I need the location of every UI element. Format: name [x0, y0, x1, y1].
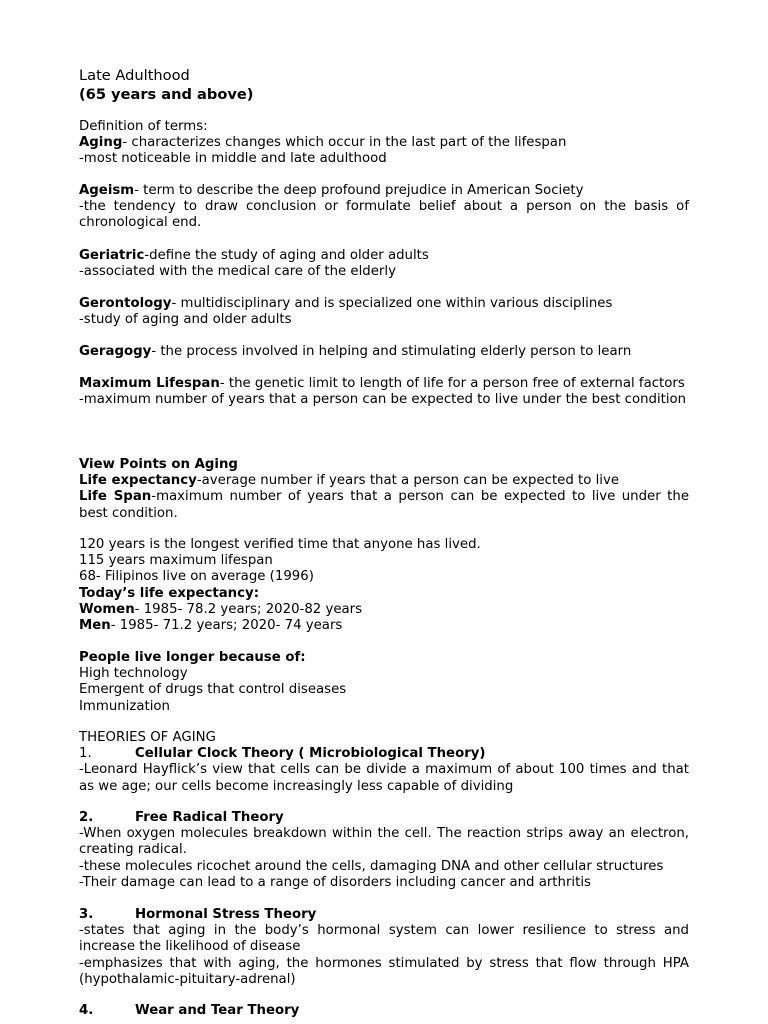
theory-1-number: 1. [79, 746, 92, 762]
theory-4-title: Wear and Tear Theory [135, 1003, 300, 1018]
note-maximum-lifespan: -maximum number of years that a person can be expected to live under the best condition [79, 392, 687, 408]
theory-1-text: -Leonard Hayflick’s view that cells can be divide a maximum of about 100 times and that as we age; our cells become increasingly less capable of dividing [79, 762, 689, 794]
term-maximum-lifespan: Maximum Lifespan [79, 376, 220, 391]
list-item: Emergent of drugs that control diseases [79, 682, 347, 698]
def-geragogy: - the process involved in helping and stimulating elderly person to learn [151, 344, 632, 359]
definition-aging [79, 135, 689, 151]
def-maximum-lifespan: - the genetic limit to length of life for a person free of external factors [219, 376, 685, 391]
definition-geriatric [79, 248, 689, 280]
intro-text: Definition of terms: [79, 119, 208, 134]
term-gerontology: Gerontology [79, 296, 172, 311]
theory-3-title: Hormonal Stress Theory [135, 907, 317, 922]
title-line-2: (65 years and above) [79, 85, 254, 103]
definition-geragogy [79, 344, 689, 360]
def-geriatric: -define the study of aging and older adults [144, 248, 429, 263]
term-ageism: Ageism [79, 183, 135, 198]
men-value: - 1985- 71.2 years; 2020- 74 years [110, 618, 343, 634]
definition-gerontology [79, 296, 689, 328]
def-life-span: -maximum number of years that a person can be expected to live under the best condition. [79, 489, 690, 521]
definition-maximum-lifespan [79, 376, 689, 408]
def-life-expectancy: -average number if years that a person can be expected to live [196, 473, 620, 489]
term-geriatric: Geriatric [79, 248, 145, 263]
fact-2: 115 years maximum lifespan [79, 553, 273, 569]
term-aging: Aging [79, 135, 123, 151]
definitions-intro [79, 119, 689, 168]
men-label: Men [79, 618, 111, 634]
def-gerontology: - multidisciplinary and is specialized one within various disciplines [171, 296, 613, 311]
viewpoints-section [79, 457, 689, 522]
viewpoints-heading: View Points on Aging [79, 457, 238, 472]
note-geriatric: -associated with the medical care of the elderly [79, 264, 396, 280]
fact-1: 120 years is the longest verified time that anyone has lived. [79, 537, 481, 552]
definition-ageism [79, 183, 689, 232]
theory-2-text-2: -these molecules ricochet around the cells, damaging DNA and other cellular structures [79, 858, 664, 874]
theory-2-number: 2. [79, 810, 94, 825]
list-item: Immunization [79, 698, 170, 714]
facts-section [79, 537, 689, 634]
document-title [79, 67, 689, 104]
term-life-expectancy: Life expectancy [79, 473, 197, 489]
term-life-span: Life Span [79, 489, 152, 505]
women-value: - 1985- 78.2 years; 2020-82 years [134, 601, 363, 617]
theory-2-text-1: -When oxygen molecules breakdown within the cell. The reaction strips away an electron, creating radical. [79, 826, 689, 858]
theory-4 [79, 1003, 689, 1019]
def-ageism: - term to describe the deep profound prejudice in American Society [134, 183, 584, 198]
theory-2 [79, 810, 689, 891]
term-geragogy: Geragogy [79, 344, 152, 359]
theories-heading: THEORIES OF AGING [79, 730, 216, 745]
theory-3-text-2: -emphasizes that with aging, the hormones stimulated by stress that flow through HPA (hypothalamic-pituitary-adrenal) [79, 955, 689, 987]
fact-3: 68- Filipinos live on average (1996) [79, 569, 314, 585]
note-aging: -most noticeable in middle and late adulthood [79, 151, 387, 167]
live-longer-section [79, 650, 689, 715]
women-label: Women [79, 601, 135, 617]
live-longer-heading: People live longer because of: [79, 650, 306, 665]
list-item: High technology [79, 666, 188, 682]
today-heading: Today’s life expectancy: [79, 585, 260, 601]
theory-4-number: 4. [79, 1003, 94, 1018]
theory-3-text-1: -states that aging in the body’s hormonal system can lower resilience to stress and increase the likelihood of disease [79, 923, 689, 955]
title-line-1: Late Adulthood [79, 67, 190, 84]
theories-section [79, 730, 689, 795]
theory-2-text-3: -Their damage can lead to a range of disorders including cancer and arthritis [79, 874, 591, 890]
theory-3-number: 3. [79, 907, 94, 922]
def-aging: - characterizes changes which occur in the last part of the lifespan [122, 135, 567, 151]
note-gerontology: -study of aging and older adults [79, 312, 292, 328]
note-ageism: -the tendency to draw conclusion or formulate belief about a person on the basis of chronological end. [79, 199, 689, 231]
theory-1-title: Cellular Clock Theory ( Microbiological Theory) [135, 746, 486, 762]
theory-3 [79, 907, 689, 988]
theory-2-title: Free Radical Theory [135, 810, 284, 825]
